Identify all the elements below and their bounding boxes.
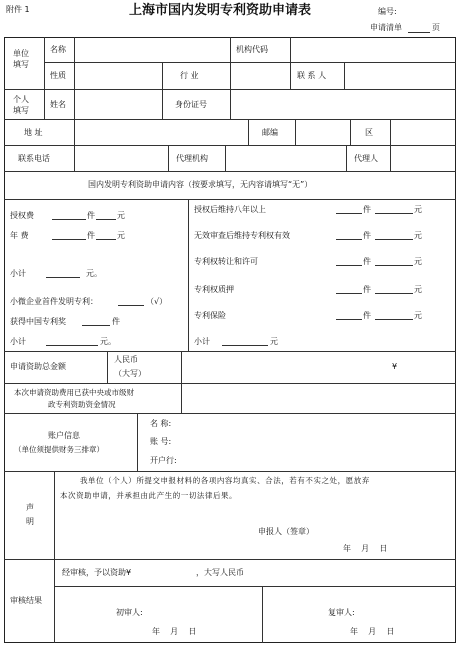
rmb-label: 人民币: [114, 355, 138, 364]
yuan-unit: 元: [414, 231, 422, 240]
insurance-count-field[interactable]: [336, 319, 362, 320]
yuan-unit: 元: [414, 205, 422, 214]
approved-amount-upper-field[interactable]: [252, 564, 452, 580]
account-info-label: 账户信息: [48, 431, 80, 440]
declaration-label-2: 明: [26, 517, 34, 526]
approved-suffix: ，大写人民币: [196, 568, 244, 577]
nature-field[interactable]: [75, 63, 161, 88]
subtotal-label: 小计: [10, 269, 26, 278]
declaration-date: 年 月 日: [343, 544, 388, 553]
content-heading: 国内发明专利资助申请内容（按要求填写，无内容请填写“无”）: [88, 180, 313, 189]
contact-field[interactable]: [345, 63, 454, 88]
patent-award-label: 获得中国专利奖: [10, 317, 66, 326]
first-reviewer-field[interactable]: [150, 604, 250, 620]
other-funding-field[interactable]: [182, 384, 454, 412]
piece-unit: 件: [363, 205, 371, 214]
piece-unit: 件: [363, 285, 371, 294]
transfer-label: 专利权转让和许可: [194, 257, 258, 266]
maintain-amount-field[interactable]: [375, 213, 413, 214]
unit-name-label: 名称: [50, 45, 66, 54]
yuan-unit: 元: [117, 231, 125, 240]
yen-sign: ¥: [392, 362, 398, 371]
piece-unit: 件: [363, 257, 371, 266]
other-funding-line1: 本次申请资助费用已获中央或市级财: [14, 388, 134, 397]
first-reviewer-label: 初审人:: [116, 608, 143, 617]
org-code-label: 机构代码: [236, 45, 268, 54]
address-label: 地 址: [24, 128, 43, 137]
subtotal-amount-field[interactable]: [46, 277, 80, 278]
piece-unit: 件: [87, 231, 95, 240]
annual-fee-label: 年 费: [10, 231, 29, 240]
piece-unit: 件: [112, 317, 120, 326]
total-amount-label: 申请资助总金额: [10, 362, 66, 371]
subtotal-amount-field-2[interactable]: [46, 345, 98, 346]
grant-fee-label: 授权费: [10, 211, 34, 220]
yuan-unit: 元。: [100, 337, 116, 346]
agent-field[interactable]: [391, 146, 454, 170]
person-section-label: 个人 填写: [13, 95, 29, 115]
piece-unit: 件: [363, 311, 371, 320]
other-funding-line2: 政专利资助资金情况: [48, 400, 116, 409]
annual-fee-count-field[interactable]: [52, 239, 86, 240]
district-field[interactable]: [391, 120, 454, 144]
person-name-field[interactable]: [75, 90, 161, 118]
second-reviewer-label: 复审人:: [328, 608, 355, 617]
unit-name-field[interactable]: [75, 38, 229, 61]
page-count-line[interactable]: [408, 32, 430, 33]
pledge-amount-field[interactable]: [375, 293, 413, 294]
second-review-date: 年 月 日: [350, 627, 395, 636]
maintain-count-field[interactable]: [336, 213, 362, 214]
invalid-label: 无效审查后维持专利权有效: [194, 231, 290, 240]
yuan-unit: 元。: [86, 269, 102, 278]
agency-field[interactable]: [226, 146, 345, 170]
yuan-unit: 元: [414, 257, 422, 266]
right-subtotal-label: 小计: [194, 337, 210, 346]
account-number-field[interactable]: [190, 434, 454, 450]
yuan-unit: 元: [117, 211, 125, 220]
declaration-text-1: 我单位（个人）所提交申报材料的各项内容均真实、合法，若有不实之处，愿放弃: [80, 476, 370, 485]
declaration-label-1: 声: [26, 503, 34, 512]
insurance-amount-field[interactable]: [375, 319, 413, 320]
invalid-count-field[interactable]: [336, 239, 362, 240]
agent-label: 代理人: [354, 154, 378, 163]
id-number-field[interactable]: [231, 90, 454, 118]
piece-unit: 件: [363, 231, 371, 240]
org-code-field[interactable]: [291, 38, 454, 61]
account-name-field[interactable]: [190, 416, 454, 432]
person-name-label: 姓名: [50, 100, 66, 109]
sme-first-patent-field[interactable]: [118, 305, 144, 306]
account-bank-label: 开户行:: [150, 456, 177, 465]
check-mark: （√）: [146, 297, 168, 306]
account-info-note: （单位须提供财务三排章）: [14, 445, 104, 454]
applicant-signature-field[interactable]: [330, 522, 440, 538]
declaration-text-2: 本次资助申请，并承担由此产生的一切法律后果。: [60, 491, 238, 500]
yuan-unit: 元: [414, 311, 422, 320]
agency-label: 代理机构: [176, 154, 208, 163]
yuan-unit: 元: [270, 337, 278, 346]
industry-label: 行 业: [180, 71, 199, 80]
annual-fee-amount-field[interactable]: [96, 239, 116, 240]
phone-field[interactable]: [75, 146, 167, 170]
nature-label: 性质: [50, 71, 66, 80]
transfer-count-field[interactable]: [336, 265, 362, 266]
contact-label: 联 系 人: [297, 71, 327, 80]
right-subtotal-amount-field[interactable]: [222, 345, 268, 346]
district-label: 区: [365, 128, 373, 137]
piece-unit: 件: [87, 211, 95, 220]
first-review-date: 年 月 日: [152, 627, 197, 636]
total-amount-upper-field[interactable]: [182, 352, 382, 382]
rmb-upper-label: （大写）: [114, 369, 146, 378]
approved-amount-field[interactable]: [150, 564, 196, 580]
id-number-label: 身份证号: [175, 100, 207, 109]
patent-award-count-field[interactable]: [82, 325, 110, 326]
address-field[interactable]: [75, 120, 247, 144]
attachment-label: 附件 1: [6, 5, 30, 14]
unit-section-label: 单位 填写: [13, 49, 29, 69]
phone-label: 联系电话: [18, 154, 50, 163]
subtotal-label-2: 小计: [10, 337, 26, 346]
pledge-count-field[interactable]: [336, 293, 362, 294]
transfer-amount-field[interactable]: [375, 265, 413, 266]
approved-prefix: 经审核，予以资助¥: [62, 568, 132, 577]
account-bank-field[interactable]: [190, 452, 454, 469]
grant-fee-amount-field[interactable]: [96, 219, 116, 220]
list-label: 申请清单: [370, 23, 402, 32]
review-result-label: 审核结果: [10, 596, 42, 605]
second-reviewer-field[interactable]: [362, 604, 452, 620]
page-unit: 页: [432, 23, 440, 32]
sme-first-patent-label: 小微企业首件发明专利：: [10, 297, 98, 306]
pledge-label: 专利权质押: [194, 285, 234, 294]
postcode-label: 邮编: [262, 128, 278, 137]
invalid-amount-field[interactable]: [375, 239, 413, 240]
grant-fee-count-field[interactable]: [52, 219, 86, 220]
yuan-unit: 元: [414, 285, 422, 294]
postcode-field[interactable]: [296, 120, 349, 144]
maintain-label: 授权后维持八年以上: [194, 205, 266, 214]
total-amount-number-field[interactable]: [400, 352, 454, 382]
applicant-signature-label: 申报人（签章）: [258, 527, 314, 536]
insurance-label: 专利保险: [194, 311, 226, 320]
account-number-label: 账 号:: [150, 437, 172, 446]
page-title: 上海市国内发明专利资助申请表: [129, 3, 312, 18]
account-name-label: 名 称:: [150, 419, 172, 428]
serial-label: 编号:: [378, 7, 397, 16]
